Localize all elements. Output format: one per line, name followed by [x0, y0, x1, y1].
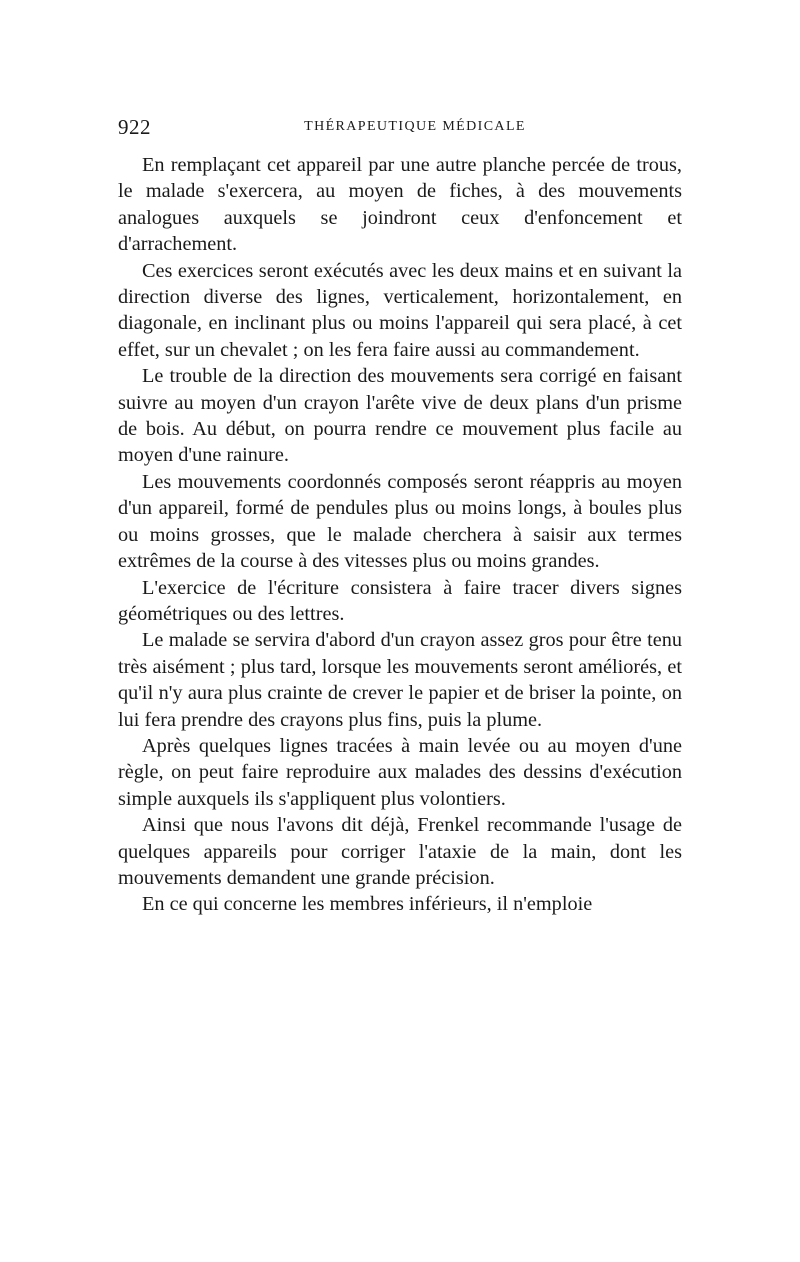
- paragraph: En ce qui concerne les membres inférieurs, il n'emploie: [142, 893, 593, 916]
- paragraph: Les mouvements coordonnés composés seront réappris au moyen d'un appareil, formé de pendules plus ou moins longs, à boules plus ou moins grosses, que le malade cherchera à saisir aux termes extrêmes de la course à des vitesses plus ou moins grandes.: [118, 470, 682, 573]
- page-header: [118, 114, 682, 140]
- paragraph: Après quelques lignes tracées à main levée ou au moyen d'une règle, on peut faire reproduire aux malades des dessins d'exécution simple auxquels ils s'appliquent plus volontiers.: [118, 734, 682, 810]
- body-text: [118, 152, 682, 918]
- paragraph: Le trouble de la direction des mouvements sera corrigé en faisant suivre au moyen d'un crayon l'arête vive de deux plans d'un prisme de bois. Au début, on pourra rendre ce mouvement plus facile au moyen d'une rainure.: [118, 365, 682, 467]
- paragraph: Ainsi que nous l'avons dit déjà, Frenkel recommande l'usage de quelques appareils pour corriger l'ataxie de la main, dont les mouvements demandent une grande précision.: [118, 814, 682, 889]
- paragraph: L'exercice de l'écriture consistera à faire tracer divers signes géométriques ou des lettres.: [118, 576, 682, 625]
- paragraph: Ces exercices seront exécutés avec les deux mains et en suivant la direction diverse des lignes, verticalement, horizontalement, en diagonale, en inclinant plus ou moins l'appareil qui sera placé, à cet effet, sur un chevalet ; on les fera faire aussi au commandement.: [118, 259, 682, 361]
- page-number: 922: [118, 115, 151, 139]
- running-title: THÉRAPEUTIQUE MÉDICALE: [304, 119, 526, 134]
- paragraph: En remplaçant cet appareil par une autre planche percée de trous, le malade s'exercera, au moyen de fiches, à des mouvements analogues auxquels se joindront ceux d'enfoncement et d'arrachement.: [118, 154, 682, 256]
- paragraph: Le malade se servira d'abord d'un crayon assez gros pour être tenu très aisément ; plus tard, lorsque les mouvements seront améliorés, et qu'il n'y aura plus crainte de crever le papier et de briser la pointe, on lui fera prendre des crayons plus fins, puis la plume.: [118, 629, 682, 731]
